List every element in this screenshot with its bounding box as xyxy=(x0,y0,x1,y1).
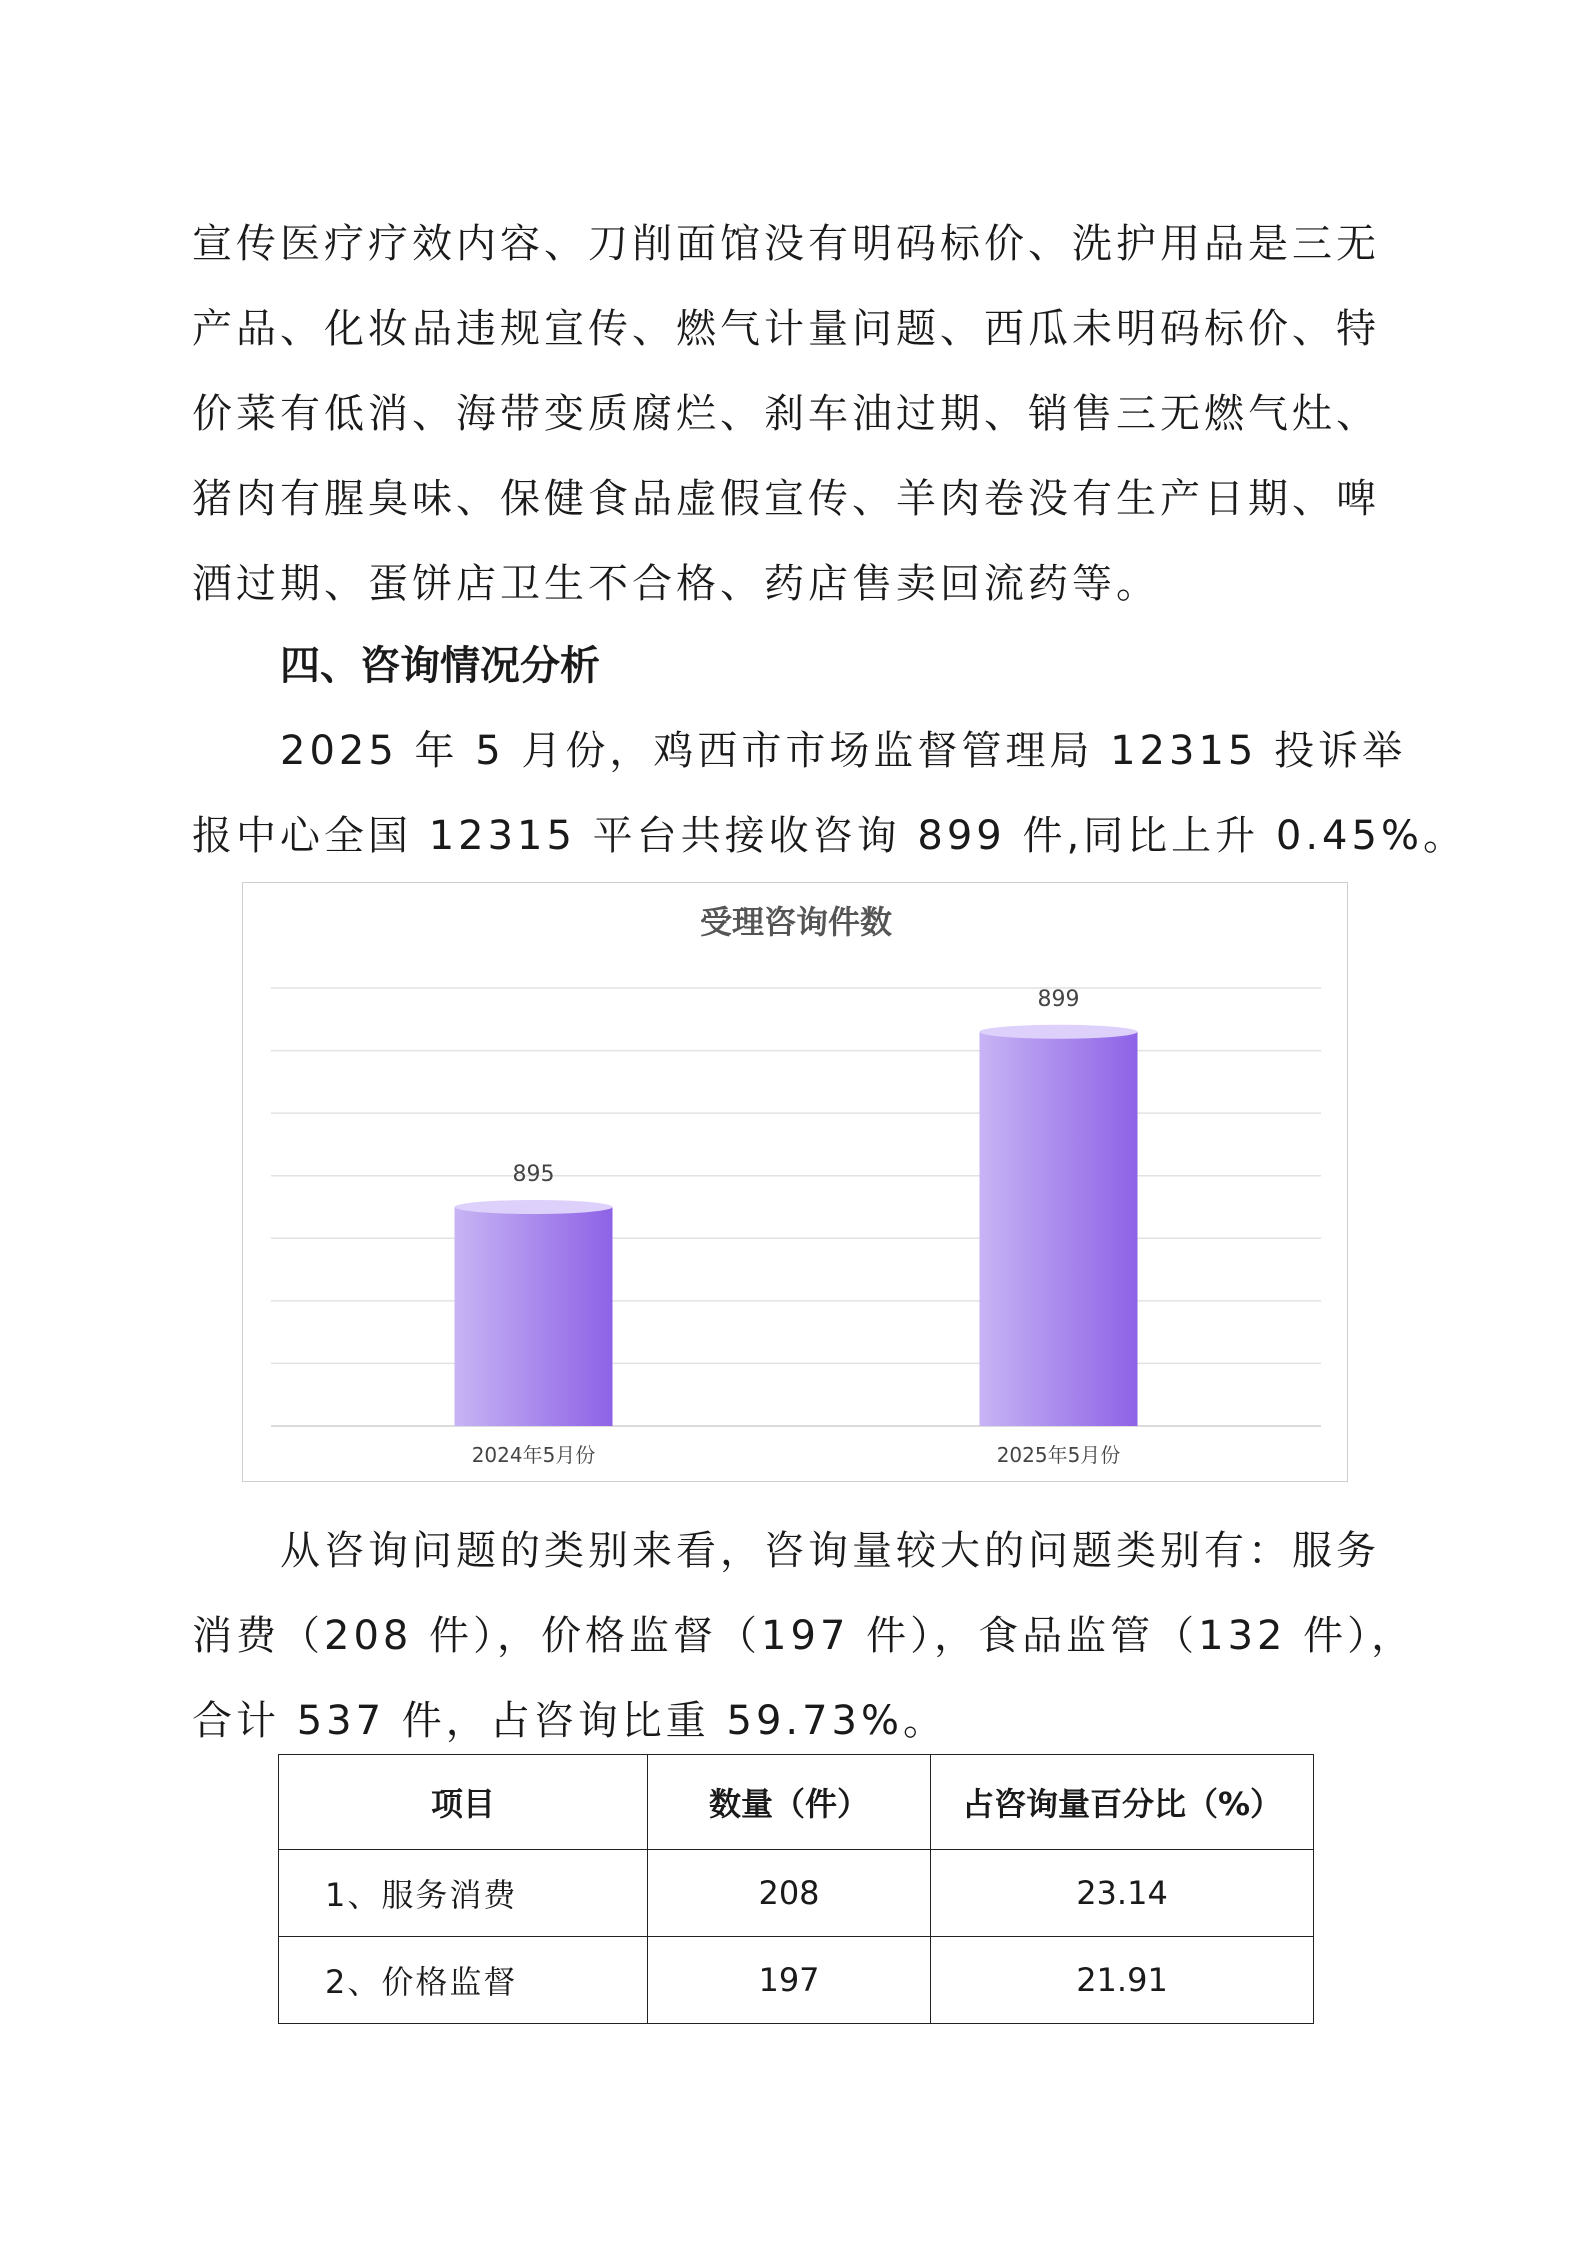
row-percent: 23.14 xyxy=(931,1850,1314,1937)
bar-top-cap xyxy=(455,1200,613,1214)
text-line: 价菜有低消、海带变质腐烂、刹车油过期、销售三无燃气灶、 xyxy=(192,391,1380,437)
row-item: 1、服务消费 xyxy=(279,1850,648,1937)
header-item: 项目 xyxy=(279,1755,648,1850)
category-table xyxy=(278,1754,1314,2024)
header-percent: 占咨询量百分比（%） xyxy=(931,1755,1314,1850)
bar-2025年5月份 xyxy=(980,1032,1138,1426)
chart-svg xyxy=(243,883,1349,1483)
data-label: 899 xyxy=(1037,986,1080,1012)
intro-paragraph xyxy=(192,202,1412,627)
table-row xyxy=(279,1850,1314,1937)
section-heading: 四、咨询情况分析 xyxy=(280,643,600,689)
chart-title: 受理咨询件数 xyxy=(699,903,893,941)
x-tick-label: 2025年5月份 xyxy=(996,1443,1121,1467)
table-row xyxy=(279,1937,1314,2024)
text-line: 消费（208 件），价格监督（197 件），食品监管（132 件）， xyxy=(192,1613,1416,1659)
bar-top-cap xyxy=(980,1025,1138,1039)
consult-paragraph xyxy=(192,709,1467,879)
chart-gridlines xyxy=(271,988,1321,1426)
text-line: 宣传医疗疗效内容、刀削面馆没有明码标价、洗护用品是三无 xyxy=(192,221,1380,267)
row-count: 197 xyxy=(648,1937,931,2024)
text-line: 报中心全国 12315 平台共接收咨询 899 件,同比上升 0.45%。 xyxy=(192,813,1467,859)
text-line: 产品、化妆品违规宣传、燃气计量问题、西瓜未明码标价、特 xyxy=(192,306,1380,352)
row-percent: 21.91 xyxy=(931,1937,1314,2024)
header-count: 数量（件） xyxy=(648,1755,931,1850)
text-line: 合计 537 件，占咨询比重 59.73%。 xyxy=(192,1698,948,1744)
text-line: 猪肉有腥臭味、保健食品虚假宣传、羊肉卷没有生产日期、啤 xyxy=(192,476,1380,522)
row-count: 208 xyxy=(648,1850,931,1937)
data-label: 895 xyxy=(512,1162,555,1187)
chart-bars xyxy=(455,987,1138,1467)
x-tick-label: 2024年5月份 xyxy=(471,1443,596,1467)
bar-2024年5月份 xyxy=(455,1207,613,1426)
text-line: 酒过期、蛋饼店卫生不合格、药店售卖回流药等。 xyxy=(192,561,1160,607)
consult-count-chart xyxy=(242,882,1348,1482)
row-item: 2、价格监督 xyxy=(279,1937,648,2024)
table-header-row xyxy=(279,1755,1314,1850)
text-line: 2025 年 5 月份，鸡西市市场监督管理局 12315 投诉举 xyxy=(280,728,1407,774)
text-line: 从咨询问题的类别来看，咨询量较大的问题类别有：服务 xyxy=(280,1528,1380,1574)
category-paragraph xyxy=(192,1509,1416,1764)
